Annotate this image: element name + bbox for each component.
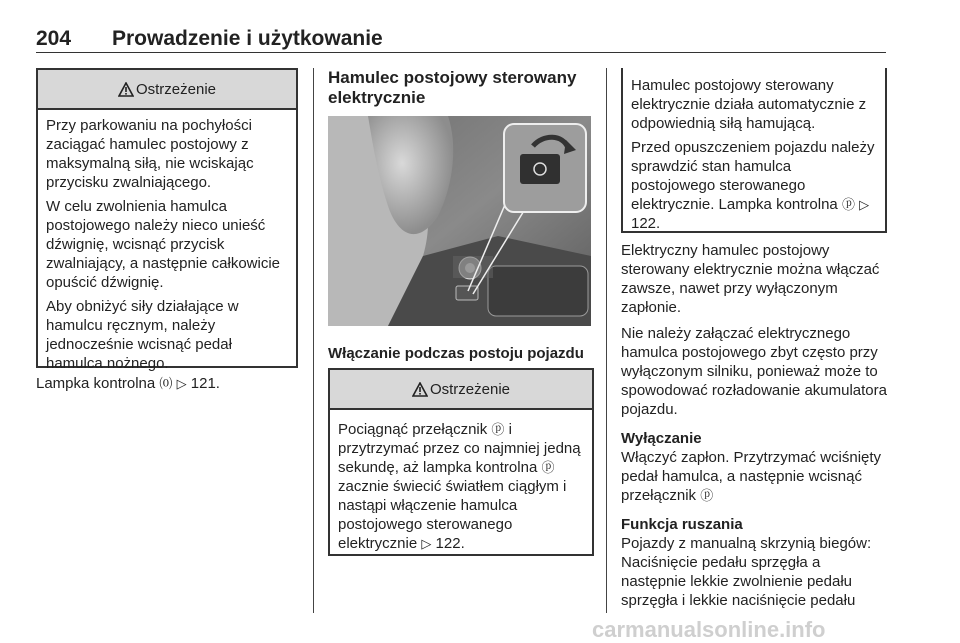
- info-box: [621, 68, 887, 233]
- paragraph: Pojazdy z manualną skrzynią biegów: Naciśnięcie pedału sprzęgła a następnie lekkie zwolnienie pedału sprzęgła i lekkie naciśnięcie pedału: [621, 535, 872, 609]
- watermark: carmanualsonline.info: [592, 617, 826, 642]
- column-divider-1: [313, 68, 314, 613]
- parking-brake-switch-icon: ⓟ: [491, 422, 505, 437]
- page-ref-arrow-icon: ▷: [421, 536, 432, 551]
- console-photo: [328, 116, 591, 326]
- page-reference: 122.: [631, 215, 661, 232]
- warning-paragraph: Przy parkowaniu na pochyłości zaciągać hamulec postojowy z maksymalną siłą, nie wciskając przycisku zwalniającego.: [46, 117, 254, 191]
- warning-box-parking: [36, 68, 298, 372]
- lamp-reference-line: [36, 374, 296, 393]
- warning-paragraph: Aby obniżyć siły działające w hamulcu ręcznym, należy jednocześnie wcisnąć pedał hamulca nożnego.: [46, 298, 239, 372]
- paragraph: Nie należy załączać elektrycznego hamulca postojowego zbyt często przy wyłączonym silniku, ponieważ może to spowodować rozładowanie akumulatora pojazdu.: [621, 325, 887, 418]
- subheading-off: Wyłączanie: [621, 430, 702, 447]
- subheading-start: Funkcja ruszania: [621, 516, 743, 533]
- info-body: [623, 68, 885, 241]
- warning-icon: [412, 382, 428, 397]
- page-header: [36, 22, 886, 53]
- page-number: 204: [36, 27, 72, 50]
- brake-lamp-icon: ⒪: [159, 376, 173, 391]
- page-ref-arrow-icon: ▷: [859, 197, 870, 212]
- warning-paragraph: W celu zwolnienia hamulca postojowego należy nieco unieść dźwignię, wcisnąć przycisk zwalniający, a następnie całkowicie opuścić dźwignię.: [46, 198, 281, 291]
- warning-title: Ostrzeżenie: [135, 80, 217, 98]
- lamp-text: Lampka kontrolna: [36, 375, 156, 392]
- warning-icon: [118, 82, 134, 97]
- parking-brake-lamp-icon: ⓟ: [541, 460, 555, 475]
- info-paragraph: Hamulec postojowy sterowany elektrycznie działa automatycznie z odpowiednią siłą hamującą.: [631, 77, 867, 132]
- parking-brake-lamp-icon: ⓟ: [841, 197, 855, 212]
- paragraph: Elektryczny hamulec postojowy sterowany elektrycznie można włączać zawsze, nawet przy wyłączonym zapłonie.: [621, 242, 880, 316]
- page-ref-arrow-icon: ▷: [176, 376, 187, 391]
- parking-brake-switch-icon: ⓟ: [700, 488, 714, 503]
- paragraph: Włączyć zapłon. Przytrzymać wciśnięty pedał hamulca, a następnie wcisnąć przełącznik ⓟ: [621, 449, 882, 504]
- warning-title: Ostrzeżenie: [429, 380, 511, 398]
- column-divider-2: [606, 68, 607, 613]
- warning-body: [330, 410, 592, 561]
- warning-box-engage: [328, 368, 594, 556]
- section-title: Hamulec postojowy sterowany elektrycznie: [328, 68, 577, 107]
- warning-header: [330, 370, 592, 410]
- warning-text: i przytrzymać przez co najmniej jedną sekundę, aż lampka kontrolna: [338, 421, 581, 476]
- body-text: [621, 241, 889, 610]
- warning-header: [38, 70, 296, 110]
- warning-text: zacznie świecić światłem ciągłym i nastąpi włączenie hamulca postojowego sterowanego elektrycznie: [338, 478, 567, 552]
- chapter-title: Prowadzenie i użytkowanie: [112, 27, 383, 50]
- page-reference: 121.: [190, 375, 220, 392]
- image-caption: Włączanie podczas postoju pojazdu: [328, 345, 584, 362]
- warning-text: Pociągnąć przełącznik: [338, 421, 488, 438]
- info-paragraph: Przed opuszczeniem pojazdu należy sprawdzić stan hamulca postojowego sterowanego elektrycznie. Lampka kontrolna ⓟ ▷ 122.: [631, 139, 875, 232]
- warning-body: [38, 110, 296, 386]
- page-reference: 122.: [435, 535, 465, 552]
